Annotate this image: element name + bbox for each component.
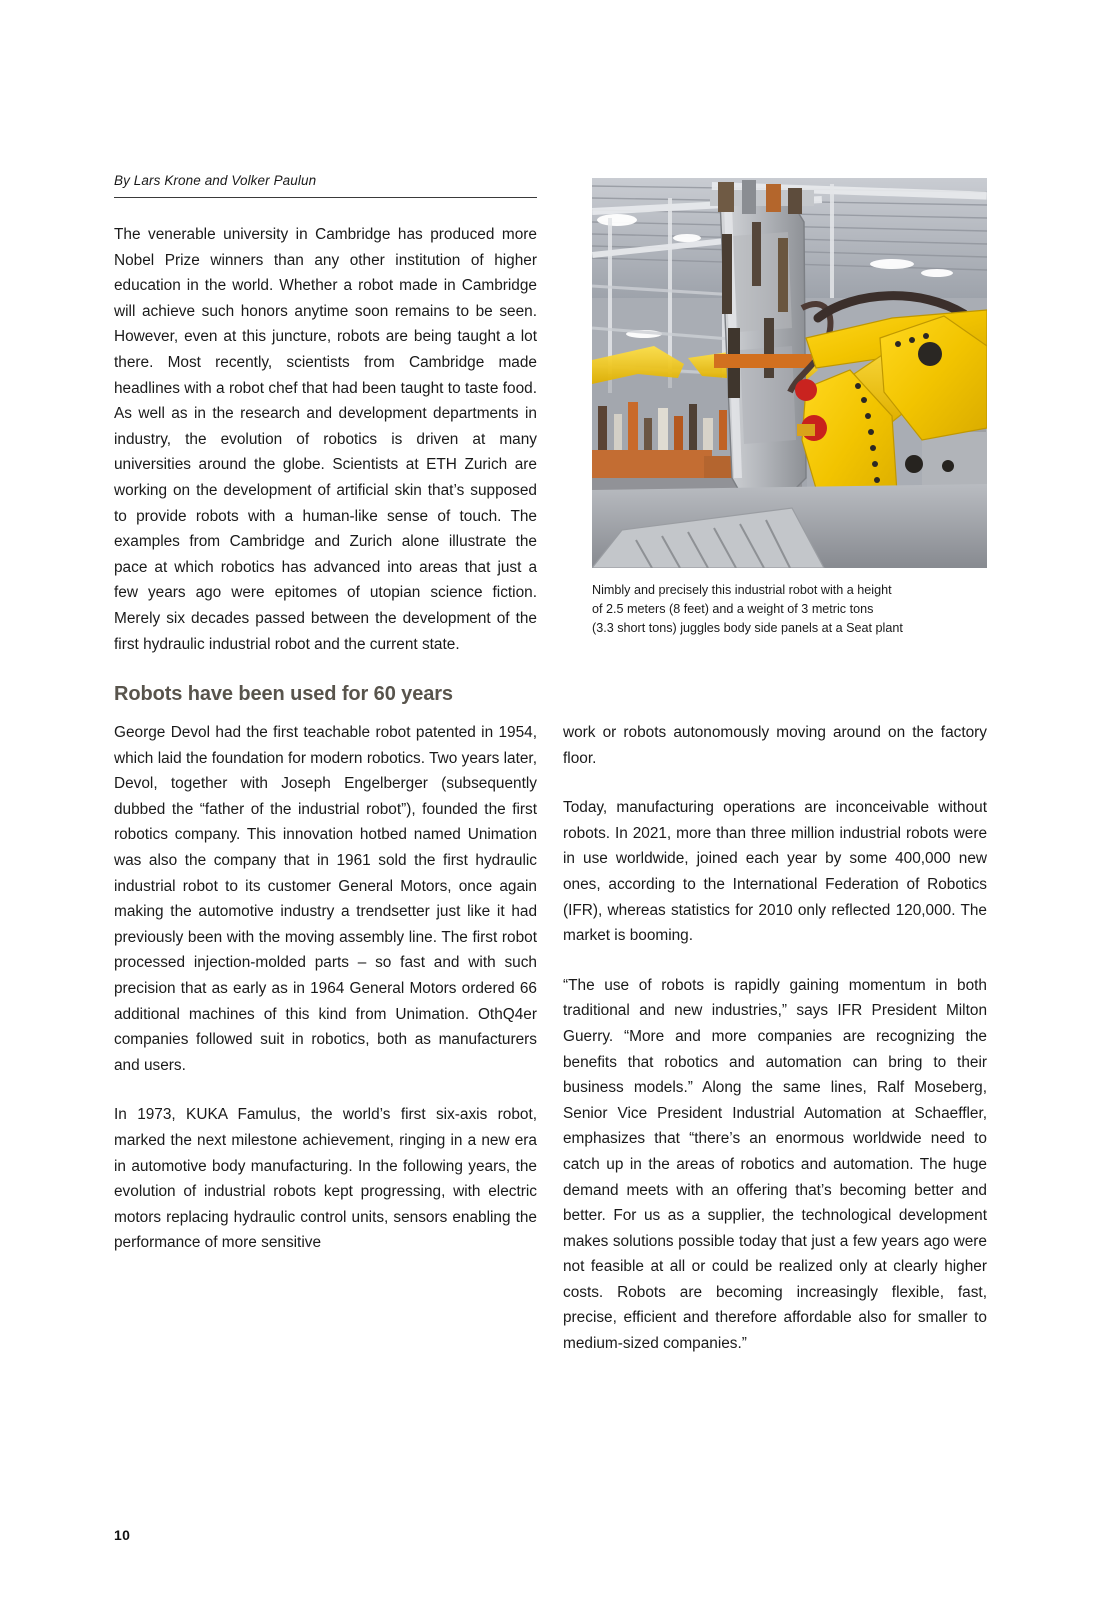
- caption-line-2: of 2.5 meters (8 feet) and a weight of 3 metric tons: [592, 602, 874, 616]
- caption-line-1: Nimbly and precisely this industrial robot with a height: [592, 583, 892, 597]
- left-column: [114, 222, 537, 1256]
- section-heading: Robots have been used for 60 years: [114, 683, 453, 706]
- figure-caption: [592, 581, 987, 638]
- paragraph-kuka: In 1973, KUKA Famulus, the world’s first six-axis robot, marked the next milestone achievement, ringing in a new era in automotive body manufacturing. In the following years, the evolution of industrial robots kept progressing, with electric motors replacing hydraulic control units, sensors enabling the performance of more sensitive: [114, 1106, 537, 1252]
- byline-block: [114, 172, 537, 198]
- paragraph-history: George Devol had the first teachable robot patented in 1954, which laid the foundation for modern robotics. Two years later, Devol, together with Joseph Engelberger (subsequently dubbed the “father of the industrial robot”), founded the first robotics company. This innovation hotbed named Unimation was also the company that in 1961 sold the first hydraulic industrial robot to its customer General Motors, once again making the automotive industry a trendsetter just like it had previously been with the moving assembly line. The first robot processed injection-molded parts – so fast and with such precision that as early as in 1964 General Motors ordered 66 additional machines of this kind from Unimation. OthQ4er companies followed suit in robotics, both as manufacturers and users.: [114, 724, 537, 1074]
- byline-text: By Lars Krone and Volker Paulun: [114, 173, 317, 188]
- right-column: [563, 720, 987, 1357]
- paragraph-quotes: “The use of robots is rapidly gaining momentum in both traditional and new industries,” says IFR President Milton Guerry. “More and more companies are recognizing the benefits that robotics and automation can bring to their business models.” Along the same lines, Ralf Moseberg, Senior Vice President Industrial Automation at Schaeffler, emphasizes that “there’s an enormous worldwide need to catch up in the areas of robotics and automation. The huge demand meets with an offering that’s becoming better and better. For us as a supplier, the technological development makes solutions possible today that just a few years ago were not feasible at all or could be realized only at clearly higher costs. Robots are becoming increasingly flexible, fast, precise, efficient and therefore affordable also for smaller to medium-sized companies.”: [563, 976, 987, 1353]
- paragraph-continuation: work or robots autonomously moving around on the factory floor.: [563, 724, 987, 767]
- industrial-robot-photo: [592, 178, 987, 568]
- byline-divider: [114, 197, 537, 198]
- page-number: 10: [114, 1527, 131, 1543]
- paragraph-statistics: Today, manufacturing operations are inconceivable without robots. In 2021, more than three million industrial robots were in use worldwide, joined each year by some 400,000 new ones, according to the International Federation of Robotics (IFR), whereas statistics for 2010 only reflected 120,000. The market is booming.: [563, 799, 987, 945]
- paragraph-intro: The venerable university in Cambridge has produced more Nobel Prize winners than any other institution of higher education in the world. Whether a robot made in Cambridge will achieve such honors anytime soon remains to be seen. However, even at this juncture, robots are being taught a lot there. Most recently, scientists from Cambridge made headlines with a robot chef that had been taught to taste food. As well as in the research and development departments in industry, the evolution of robotics is driven at many universities around the globe. Scientists at ETH Zurich are working on the development of artificial skin that’s supposed to provide robots with a human-like sense of touch. The examples from Cambridge and Zurich alone illustrate the pace at which robotics has advanced into areas that just a few years ago were epitomes of utopian science fiction. Merely six decades passed between the development of the first hydraulic industrial robot and the current state.: [114, 226, 537, 653]
- caption-line-3: (3.3 short tons) juggles body side panels at a Seat plant: [592, 621, 903, 635]
- figure: [592, 178, 987, 638]
